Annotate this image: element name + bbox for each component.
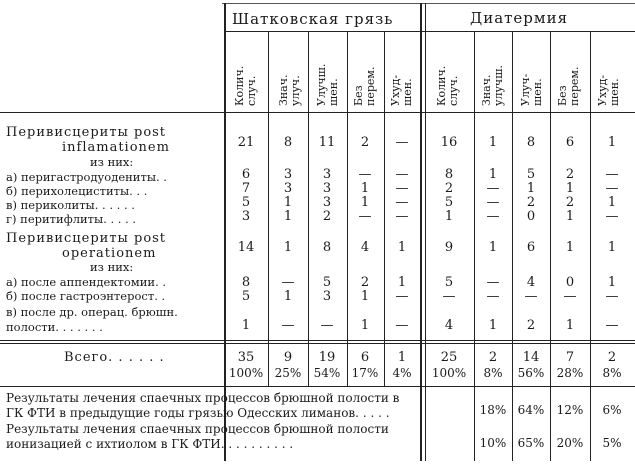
row-label: полости. . . . . . . — [6, 320, 103, 334]
total-percent-cell: 17% — [351, 366, 379, 380]
table-cell: 2 — [360, 275, 370, 290]
table-cell: 1 — [444, 209, 454, 224]
table-cell: 5 — [241, 195, 251, 210]
table-cell: — — [358, 209, 372, 224]
row-label: Перивисцериты post — [6, 125, 167, 140]
total-cell: 7 — [565, 350, 575, 365]
table-cell: — — [486, 275, 500, 290]
row-label: б) перихолециститы. . . — [6, 184, 148, 198]
col-header: Без перем. — [556, 66, 581, 106]
total-percent-cell: 8% — [483, 366, 503, 380]
table-cell: — — [605, 209, 619, 224]
col-header: Знач. улуч. — [277, 74, 302, 106]
table-cell: 1 — [565, 318, 575, 333]
table-cell: 7 — [241, 181, 251, 196]
row-label: из них: — [90, 155, 134, 169]
table-cell: 2 — [565, 167, 575, 182]
table-cell: 1 — [360, 181, 370, 196]
table-cell: 1 — [526, 181, 536, 196]
table-cell: 3 — [322, 289, 332, 304]
group-underline — [225, 31, 635, 32]
table-cell: 3 — [241, 209, 251, 224]
table-cell: 3 — [322, 195, 332, 210]
column-divider — [590, 31, 591, 461]
footer-text: Результаты лечения спаечных процессов брюшной полости — [6, 422, 389, 436]
table-cell: — — [605, 167, 619, 182]
table-cell: 1 — [488, 135, 498, 150]
table-cell: 1 — [488, 318, 498, 333]
col-header: Улуч- шен. — [519, 73, 544, 106]
total-percent-cell: 28% — [556, 366, 584, 380]
total-percent-cell: 8% — [602, 366, 622, 380]
table-cell: 1 — [607, 275, 617, 290]
table-cell: 5 — [444, 195, 454, 210]
table-cell: — — [320, 318, 334, 333]
group-header-diatermiya: Диатермия — [470, 9, 569, 27]
footer-value-cell: 10% — [479, 436, 507, 450]
footer-text: Результаты лечения спаечных процессов брюшной полости в — [6, 391, 400, 405]
table-cell: — — [395, 209, 409, 224]
row-label: operationem — [62, 246, 157, 261]
table-cell: — — [524, 289, 538, 304]
row-label: из них: — [90, 260, 134, 274]
table-cell: 1 — [360, 289, 370, 304]
table-cell: 1 — [607, 195, 617, 210]
table-cell: 11 — [318, 135, 336, 150]
table-cell: 1 — [607, 135, 617, 150]
table-cell: 16 — [440, 135, 458, 150]
table-bottom-line-2 — [0, 343, 635, 344]
table-cell: 1 — [397, 240, 407, 255]
row-label: inflamationem — [62, 140, 170, 155]
top-edge-line — [222, 3, 635, 4]
table-cell: 1 — [283, 240, 293, 255]
table-cell: 1 — [607, 240, 617, 255]
table-cell: 6 — [526, 240, 536, 255]
table-cell: 2 — [526, 195, 536, 210]
table-cell: 5 — [444, 275, 454, 290]
table-cell: 2 — [565, 195, 575, 210]
table-cell: 1 — [397, 275, 407, 290]
table-cell: — — [563, 289, 577, 304]
table-cell: — — [486, 195, 500, 210]
table-cell: 1 — [241, 318, 251, 333]
total-percent-cell: 54% — [313, 366, 341, 380]
table-cell: — — [442, 289, 456, 304]
column-divider — [268, 31, 269, 386]
group-header-shatkovskaya: Шатковская грязь — [232, 10, 394, 28]
row-label: Перивисцериты post — [6, 231, 167, 246]
footer-value-cell: 12% — [556, 403, 584, 417]
table-cell: 8 — [283, 135, 293, 150]
footer-value-cell: 64% — [517, 403, 545, 417]
table-cell: 2 — [444, 181, 454, 196]
total-percent-cell: 100% — [431, 366, 467, 380]
column-divider — [474, 31, 475, 461]
col-header: Без перем. — [352, 66, 377, 106]
total-cell: 25 — [440, 350, 458, 365]
table-cell: — — [395, 195, 409, 210]
column-divider — [347, 31, 348, 386]
table-cell: — — [358, 167, 372, 182]
table-bottom-line — [0, 340, 635, 341]
total-label: Всего. . . . . . — [64, 350, 165, 365]
table-cell: — — [281, 275, 295, 290]
table-cell: 3 — [283, 167, 293, 182]
row-label: г) перитифлиты. . . . . — [6, 212, 137, 226]
table-cell: 4 — [444, 318, 454, 333]
column-divider — [420, 3, 422, 461]
col-header: Знач. улучш. — [480, 65, 505, 106]
table-cell: — — [395, 318, 409, 333]
table-cell: 3 — [322, 181, 332, 196]
column-divider — [550, 31, 551, 461]
total-percent-cell: 4% — [392, 366, 412, 380]
footer-value-cell: 5% — [602, 436, 622, 450]
footer-value-cell: 65% — [517, 436, 545, 450]
total-cell: 9 — [283, 350, 293, 365]
total-cell: 2 — [607, 350, 617, 365]
table-cell: 1 — [283, 209, 293, 224]
table-cell: — — [395, 135, 409, 150]
column-divider — [308, 31, 309, 386]
table-cell: — — [605, 181, 619, 196]
table-cell: — — [395, 167, 409, 182]
table-cell: 6 — [565, 135, 575, 150]
column-divider — [425, 3, 426, 461]
table-cell: — — [486, 209, 500, 224]
table-cell: 1 — [488, 240, 498, 255]
total-cell: 2 — [488, 350, 498, 365]
table-cell: 3 — [283, 181, 293, 196]
header-bottom-line — [0, 112, 635, 113]
table-cell: 1 — [283, 195, 293, 210]
footer-value-cell: 6% — [602, 403, 622, 417]
footer-value-cell: 20% — [556, 436, 584, 450]
table-cell: 2 — [526, 318, 536, 333]
table-cell: 2 — [322, 209, 332, 224]
table-cell: 1 — [565, 209, 575, 224]
footer-text: ГК ФТИ в предыдущие годы грязью Одесских лиманов. . . . . — [6, 406, 390, 420]
table-cell: 4 — [360, 240, 370, 255]
table-cell: 21 — [237, 135, 255, 150]
total-cell: 19 — [318, 350, 336, 365]
table-cell: — — [486, 289, 500, 304]
table-cell: 0 — [526, 209, 536, 224]
table-cell: 14 — [237, 240, 255, 255]
table-cell: — — [486, 181, 500, 196]
total-cell: 14 — [522, 350, 540, 365]
col-header: Ухуд- шен. — [389, 74, 414, 106]
footer-text: ионизацией с ихтиолом в ГК ФТИ. . . . . . . . . . — [6, 437, 294, 451]
row-label: а) перигастродуодениты. . — [6, 170, 167, 184]
col-header: Ухуд- шен. — [596, 74, 621, 106]
table-cell: 8 — [241, 275, 251, 290]
table-cell: 8 — [322, 240, 332, 255]
table-cell: 1 — [360, 318, 370, 333]
total-percent-cell: 56% — [517, 366, 545, 380]
table-cell: 1 — [360, 195, 370, 210]
table-cell: — — [605, 318, 619, 333]
table-cell: 5 — [526, 167, 536, 182]
column-divider — [384, 31, 385, 386]
table-cell: — — [395, 181, 409, 196]
row-label: а) после аппендектомии. . — [6, 275, 167, 289]
table-cell: — — [605, 289, 619, 304]
col-header: Колич. случ. — [233, 65, 258, 106]
table-cell: 8 — [444, 167, 454, 182]
table-cell: 5 — [241, 289, 251, 304]
total-percent-cell: 100% — [228, 366, 264, 380]
table-cell: 2 — [360, 135, 370, 150]
total-bottom-line — [0, 386, 635, 387]
table-cell: — — [281, 318, 295, 333]
table-cell: 1 — [565, 240, 575, 255]
col-header: Улучш. шен. — [315, 63, 340, 106]
table-cell: 1 — [283, 289, 293, 304]
table-cell: 6 — [241, 167, 251, 182]
table-cell: — — [395, 289, 409, 304]
table-cell: 0 — [565, 275, 575, 290]
table-cell: 1 — [565, 181, 575, 196]
table-cell: 3 — [322, 167, 332, 182]
column-divider — [512, 31, 513, 461]
total-cell: 6 — [360, 350, 370, 365]
footer-value-cell: 18% — [479, 403, 507, 417]
row-label: б) после гастроэнтерост. . — [6, 289, 166, 303]
row-label: в) после др. операц. брюшн. — [6, 305, 178, 319]
row-label: в) периколиты. . . . . . — [6, 198, 135, 212]
total-cell: 35 — [237, 350, 255, 365]
table-cell: 4 — [526, 275, 536, 290]
table-cell: 8 — [526, 135, 536, 150]
table-cell: 5 — [322, 275, 332, 290]
table-cell: 9 — [444, 240, 454, 255]
col-header: Колич. случ. — [435, 65, 460, 106]
total-percent-cell: 25% — [274, 366, 302, 380]
table-cell: 1 — [488, 167, 498, 182]
total-cell: 1 — [397, 350, 407, 365]
